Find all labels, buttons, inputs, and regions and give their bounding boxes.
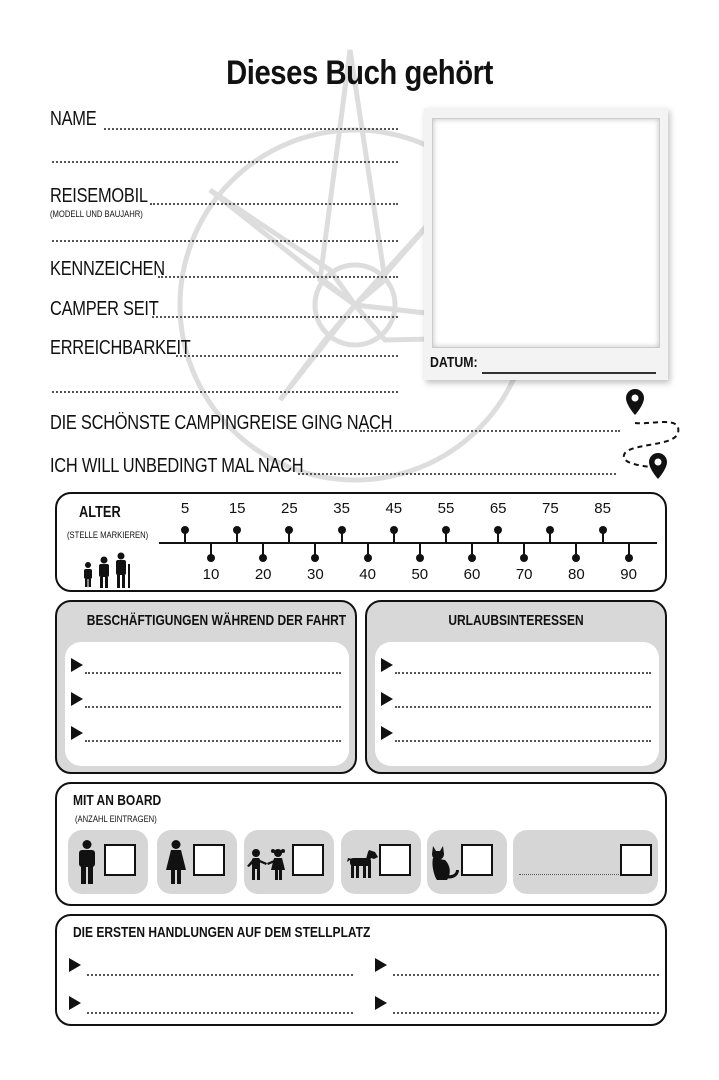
urlaub-box: [365, 600, 667, 774]
age-tick-dot: [181, 526, 189, 534]
age-tick-dot: [625, 554, 633, 562]
reisemobil-line-2[interactable]: [52, 240, 398, 242]
age-tick-label: 90: [620, 566, 637, 583]
beschaeftigungen-box: [55, 600, 357, 774]
age-tick-label: 25: [281, 500, 298, 517]
stellplatz-line-1[interactable]: [87, 974, 353, 976]
age-tick-label: 55: [437, 500, 455, 517]
datum-line[interactable]: [482, 372, 656, 374]
label-reisemobil-sub: (MODELL UND BAUJAHR): [50, 209, 143, 219]
age-tick-dot: [207, 554, 215, 562]
age-tick-label: 15: [228, 500, 246, 517]
board-man: [68, 830, 148, 894]
label-name: NAME: [50, 108, 97, 130]
age-tick-dot: [520, 554, 528, 562]
reisemobil-line[interactable]: [150, 203, 398, 205]
age-tick-dot: [364, 554, 372, 562]
age-tick-dot: [390, 526, 398, 534]
arrow-icon: [69, 996, 81, 1010]
board-other-line[interactable]: [519, 874, 619, 875]
age-tick-label: 45: [385, 500, 403, 517]
board-other-count[interactable]: [620, 844, 652, 876]
arrow-icon: [69, 958, 81, 972]
label-camper-seit: CAMPER SEIT: [50, 298, 159, 320]
label-will: ICH WILL UNBEDINGT MAL NACH: [50, 455, 304, 477]
stellplatz-line-3[interactable]: [393, 974, 659, 976]
cat-icon: [429, 844, 461, 882]
board-other: [513, 830, 658, 894]
arrow-icon: [375, 958, 387, 972]
will-line[interactable]: [298, 473, 616, 475]
beschaeftigungen-title: BESCHÄFTIGUNGEN WÄHREND DER FAHRT: [86, 612, 347, 629]
arrow-icon: [381, 726, 393, 740]
beschaeftigung-line-2[interactable]: [85, 706, 341, 708]
stellplatz-box: [55, 914, 667, 1026]
route-pin-icon: [612, 385, 692, 485]
board-sub: (ANZAHL EINTRAGEN): [75, 814, 157, 824]
label-kennzeichen: KENNZEICHEN: [50, 258, 165, 280]
alter-title: ALTER: [79, 504, 121, 521]
arrow-icon: [381, 658, 393, 672]
dog-icon: [343, 848, 379, 880]
age-tick-label: 65: [489, 500, 507, 517]
age-tick-label: 50: [411, 566, 429, 583]
man-icon: [76, 840, 98, 884]
arrow-icon: [381, 692, 393, 706]
family-age-icon: [81, 552, 137, 590]
age-tick-dot: [546, 526, 554, 534]
erreichbarkeit-line[interactable]: [176, 355, 398, 357]
age-tick-dot: [599, 526, 607, 534]
age-tick-dot: [468, 554, 476, 562]
page-title: Dieses Buch gehört: [226, 54, 493, 92]
children-icon: [246, 848, 290, 882]
name-line-2[interactable]: [52, 161, 398, 163]
age-tick-dot: [311, 554, 319, 562]
age-tick-label: 40: [359, 566, 376, 583]
arrow-icon: [71, 726, 83, 740]
age-axis: [159, 542, 657, 544]
age-tick-label: 80: [568, 566, 585, 583]
label-schoenste: DIE SCHÖNSTE CAMPINGREISE GING NACH: [50, 412, 393, 434]
arrow-icon: [71, 692, 83, 706]
stellplatz-line-4[interactable]: [393, 1012, 659, 1014]
urlaub-title: URLAUBSINTERESSEN: [448, 612, 584, 629]
age-tick-label: 85: [594, 500, 611, 517]
board-man-count[interactable]: [104, 844, 136, 876]
board-dog-count[interactable]: [379, 844, 411, 876]
board-children: [244, 830, 334, 894]
schoenste-line[interactable]: [360, 430, 620, 432]
age-tick-label: 75: [542, 500, 559, 517]
alter-box: [55, 492, 667, 592]
age-tick-label: 30: [307, 566, 324, 583]
urlaub-line-2[interactable]: [395, 706, 651, 708]
age-tick-label: 5: [180, 500, 190, 517]
beschaeftigung-line-3[interactable]: [85, 740, 341, 742]
age-tick-label: 60: [463, 566, 481, 583]
urlaub-line-1[interactable]: [395, 672, 651, 674]
camper-seit-line[interactable]: [152, 316, 398, 318]
age-tick-label: 20: [254, 566, 272, 583]
age-tick-label: 70: [515, 566, 533, 583]
board-cat: [427, 830, 507, 894]
age-tick-dot: [494, 526, 502, 534]
stellplatz-title: DIE ERSTEN HANDLUNGEN AUF DEM STELLPLATZ: [73, 924, 371, 941]
age-tick-label: 10: [202, 566, 220, 583]
urlaub-line-3[interactable]: [395, 740, 651, 742]
board-dog: [341, 830, 421, 894]
erreichbarkeit-line-2[interactable]: [52, 391, 398, 393]
age-tick-label: 35: [333, 500, 350, 517]
photo-area[interactable]: [432, 118, 660, 348]
name-line[interactable]: [104, 128, 398, 130]
age-tick-dot: [259, 554, 267, 562]
age-tick-dot: [285, 526, 293, 534]
woman-icon: [165, 840, 187, 884]
alter-sub: (STELLE MARKIEREN): [67, 530, 149, 540]
age-tick-dot: [338, 526, 346, 534]
age-tick-dot: [233, 526, 241, 534]
label-erreichbarkeit: ERREICHBARKEIT: [50, 337, 191, 359]
photo-frame: [424, 108, 668, 380]
age-tick-dot: [572, 554, 580, 562]
age-tick-dot: [416, 554, 424, 562]
board-woman-count[interactable]: [193, 844, 225, 876]
board-title: MIT AN BOARD: [73, 792, 162, 809]
board-cat-count[interactable]: [461, 844, 493, 876]
age-tick-dot: [442, 526, 450, 534]
kennzeichen-line[interactable]: [158, 276, 398, 278]
stellplatz-line-2[interactable]: [87, 1012, 353, 1014]
arrow-icon: [375, 996, 387, 1010]
board-woman: [157, 830, 237, 894]
datum-label: DATUM:: [430, 354, 478, 371]
arrow-icon: [71, 658, 83, 672]
board-children-count[interactable]: [292, 844, 324, 876]
beschaeftigung-line-1[interactable]: [85, 672, 341, 674]
label-reisemobil: REISEMOBIL: [50, 185, 148, 207]
